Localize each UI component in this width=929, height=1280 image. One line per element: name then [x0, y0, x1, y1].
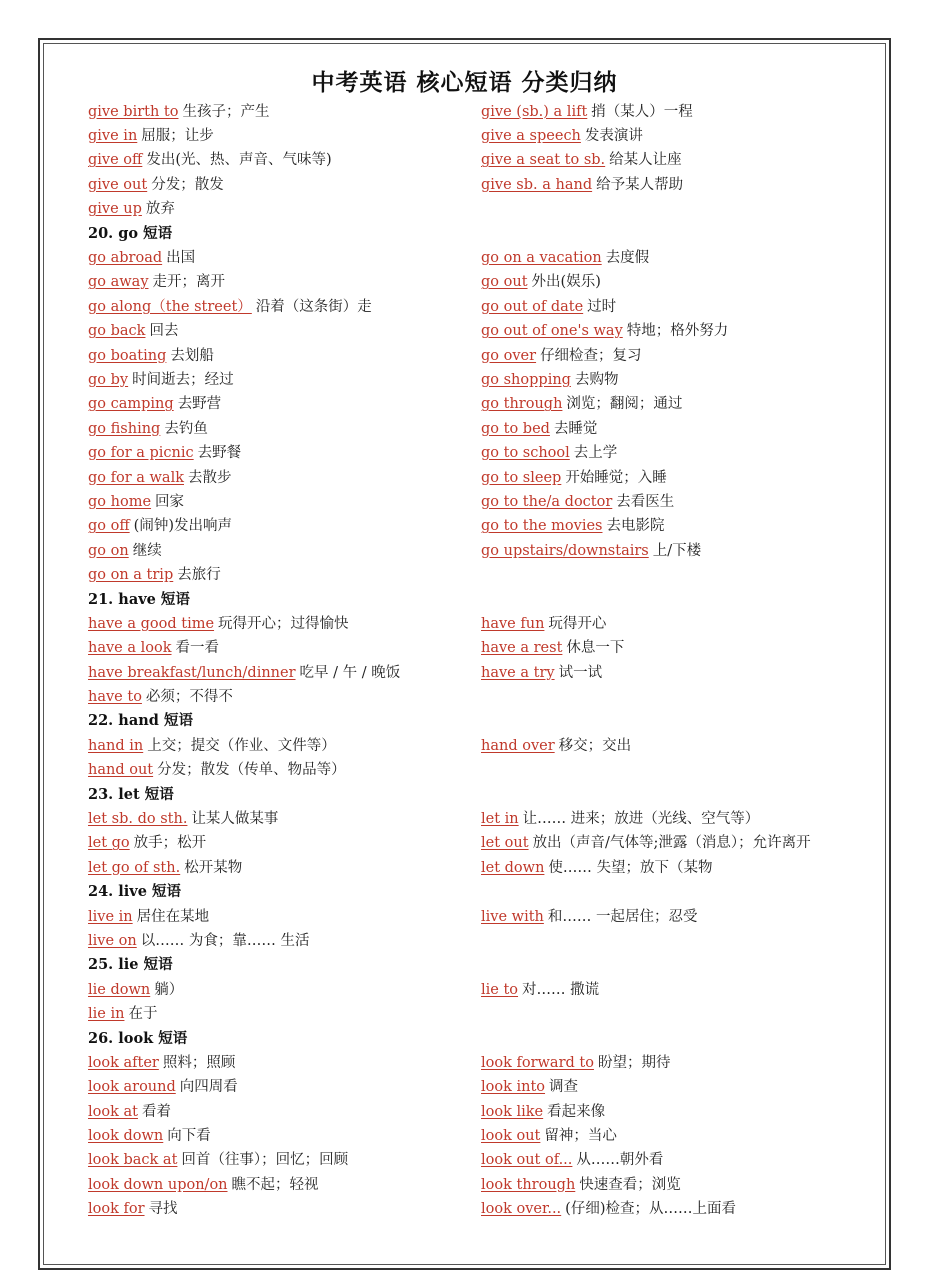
phrase-meaning: 调查 [549, 1079, 579, 1096]
phrase-text: look like [481, 1103, 544, 1120]
phrase-meaning: 向下看 [167, 1128, 211, 1145]
phrase-text: go for a picnic [88, 445, 194, 462]
phrase-entry-left [88, 856, 481, 877]
phrase-meaning: 对…… 撒谎 [522, 981, 600, 998]
phrase-text: give a seat to sb. [481, 152, 606, 169]
phrase-entry-left [88, 1197, 481, 1218]
phrase-text: have to [88, 689, 142, 706]
section-heading: 22. hand 短语 [88, 712, 193, 730]
phrase-meaning: 向四周看 [179, 1079, 238, 1096]
phrase-row [88, 171, 848, 195]
phrase-row [88, 464, 848, 488]
phrase-meaning: 屈服；让步 [141, 128, 214, 145]
phrase-entry-right [481, 1124, 848, 1145]
phrase-text: go fishing [88, 420, 161, 437]
phrase-text: hand over [481, 737, 555, 754]
phrase-meaning: 留神；当心 [544, 1128, 617, 1145]
phrase-meaning: 继续 [132, 542, 162, 559]
phrase-entry-right [481, 856, 848, 877]
phrase-meaning: 走开；离开 [152, 274, 226, 291]
phrase-meaning: 以…… 为食；靠…… 生活 [140, 932, 310, 949]
phrase-text: have a good time [88, 615, 215, 632]
phrase-meaning: 玩得开心 [548, 615, 607, 632]
phrase-meaning: 玩得开心；过得愉快 [218, 615, 349, 632]
phrase-meaning: 给予某人帮助 [596, 176, 684, 193]
phrase-text: have a rest [481, 640, 563, 657]
phrase-meaning: 外出(娱乐) [531, 274, 601, 291]
phrase-text: go off [88, 518, 130, 535]
phrase-text: lie down [88, 981, 151, 998]
phrase-entry-left [88, 466, 481, 487]
phrase-meaning: 让…… 进来；放进（光线、空气等） [522, 811, 760, 828]
phrase-entry-left [88, 392, 481, 413]
phrase-text: go over [481, 347, 537, 364]
phrase-row [88, 244, 848, 268]
phrase-meaning: 特地；格外努力 [626, 323, 729, 340]
phrase-row [88, 122, 848, 146]
phrase-entry-left [88, 246, 481, 267]
phrase-meaning: 使…… 失望；放下（某物 [548, 859, 713, 876]
phrase-row [88, 1000, 848, 1024]
phrase-meaning: 去划船 [170, 347, 214, 364]
section-heading: 21. have 短语 [88, 590, 190, 608]
phrase-entry-left [88, 490, 481, 511]
phrase-entry-left [88, 636, 481, 657]
phrase-entry-left [88, 563, 481, 584]
phrase-text: have breakfast/lunch/dinner [88, 664, 296, 681]
phrase-meaning: 沿着（这条街）走 [255, 298, 372, 315]
phrase-row [88, 757, 848, 781]
phrase-meaning: 躺） [154, 981, 184, 998]
section-heading: 24. live 短语 [88, 883, 181, 901]
phrase-entry-right [481, 1075, 848, 1096]
phrase-row [88, 610, 848, 634]
phrase-text: go out of date [481, 298, 584, 315]
phrase-entry-right [481, 978, 848, 999]
phrase-entry-left [88, 344, 481, 365]
phrase-meaning: 去看医生 [616, 493, 675, 510]
phrase-row [88, 488, 848, 512]
phrase-text: hand out [88, 762, 154, 779]
phrase-text: go to school [481, 445, 570, 462]
phrase-row [88, 1196, 848, 1220]
phrase-text: live with [481, 908, 544, 925]
section-heading: 25. lie 短语 [88, 956, 173, 974]
phrase-text: go home [88, 493, 152, 510]
section-heading: 20. go 短语 [88, 224, 173, 242]
phrase-row [88, 342, 848, 366]
phrase-entry-right [481, 1051, 848, 1072]
section-heading-row [88, 220, 848, 244]
phrase-entry-right [481, 319, 848, 340]
phrase-text: give out [88, 176, 148, 193]
phrase-text: go for a walk [88, 469, 184, 486]
phrase-text: live on [88, 932, 137, 949]
phrase-text: lie to [481, 981, 519, 998]
phrase-text: hand in [88, 737, 144, 754]
phrase-text: go to the/a doctor [481, 493, 613, 510]
phrase-text: look back at [88, 1152, 178, 1169]
phrase-text: live in [88, 908, 133, 925]
phrase-meaning: 回去 [149, 323, 179, 340]
phrase-text: look out of... [481, 1152, 573, 1169]
phrase-entry-right [481, 100, 848, 121]
phrase-entry-left [88, 1124, 481, 1145]
phrase-entry-left [88, 1002, 481, 1023]
phrase-text: look for [88, 1201, 145, 1218]
phrase-meaning: 在于 [128, 1006, 158, 1023]
phrase-entry-right [481, 612, 848, 633]
phrase-entry-left [88, 539, 481, 560]
phrase-text: let go [88, 835, 130, 852]
phrase-text: go camping [88, 396, 174, 413]
phrase-text: go by [88, 371, 129, 388]
phrase-text: go to sleep [481, 469, 562, 486]
phrase-meaning: 去上学 [573, 445, 618, 462]
phrase-entry-right [481, 466, 848, 487]
phrase-row [88, 1122, 848, 1146]
phrase-row [88, 439, 848, 463]
phrase-meaning: 回首（往事）；回忆；回顾 [181, 1152, 349, 1169]
phrase-entry-right [481, 1173, 848, 1194]
phrase-row [88, 537, 848, 561]
phrase-text: look forward to [481, 1054, 594, 1071]
phrase-meaning: 和…… 一起居住；忍受 [547, 908, 698, 925]
phrase-entry-right [481, 441, 848, 462]
phrase-entry-right [481, 295, 848, 316]
phrase-meaning: 去散步 [188, 469, 232, 486]
phrase-entry-right [481, 270, 848, 291]
phrase-meaning: 居住在某地 [136, 908, 210, 925]
phrase-text: give off [88, 152, 143, 169]
phrase-entry-left [88, 514, 481, 535]
phrase-row [88, 1098, 848, 1122]
phrase-row [88, 98, 848, 122]
phrase-text: look through [481, 1176, 576, 1193]
phrase-row [88, 561, 848, 585]
phrase-row [88, 659, 848, 683]
phrase-meaning: (仔细)检查；从……上面看 [565, 1201, 736, 1218]
phrase-entry-left [88, 148, 481, 169]
phrase-meaning: 开始睡觉；入睡 [565, 469, 667, 486]
phrase-entry-left [88, 807, 481, 828]
phrase-entry-left [88, 197, 481, 218]
phrase-entry-right [481, 1148, 848, 1169]
phrase-text: let sb. do sth. [88, 811, 188, 828]
phrase-meaning: 试一试 [558, 664, 603, 681]
phrase-meaning: 看一看 [175, 640, 220, 657]
section-heading: 23. let 短语 [88, 785, 174, 803]
phrase-meaning: 去旅行 [177, 567, 221, 584]
phrase-entry-left [88, 417, 481, 438]
phrase-meaning: 去购物 [574, 371, 619, 388]
phrase-entry-right [481, 514, 848, 535]
phrase-text: give a speech [481, 128, 581, 145]
phrase-text: lie in [88, 1006, 125, 1023]
phrase-entry-right [481, 246, 848, 267]
section-heading-row [88, 879, 848, 903]
phrase-text: look out [481, 1128, 541, 1145]
section-heading-row [88, 708, 848, 732]
phrase-row [88, 976, 848, 1000]
phrase-entry-right [481, 392, 848, 413]
phrase-text: let out [481, 835, 529, 852]
phrase-meaning: 瞧不起；轻视 [231, 1176, 319, 1193]
phrase-entry-left [88, 978, 481, 999]
phrase-row [88, 293, 848, 317]
phrase-meaning: 捎（某人）一程 [591, 103, 693, 120]
phrase-text: go to the movies [481, 518, 603, 535]
section-heading-row [88, 586, 848, 610]
phrase-text: go on [88, 542, 129, 559]
phrase-row [88, 732, 848, 756]
phrase-row [88, 683, 848, 707]
phrase-meaning: 去电影院 [606, 518, 665, 535]
phrase-text: go through [481, 396, 563, 413]
phrase-entry-left [88, 661, 481, 682]
phrase-text: look over... [481, 1201, 562, 1218]
phrase-text: give (sb.) a lift [481, 103, 588, 120]
phrase-row [88, 366, 848, 390]
phrase-text: give sb. a hand [481, 176, 593, 193]
phrase-row [88, 391, 848, 415]
phrase-meaning: 去睡觉 [553, 420, 598, 437]
phrase-text: go along（the street） [88, 298, 252, 315]
phrase-text: let down [481, 859, 545, 876]
phrase-entry-left [88, 734, 481, 755]
phrase-entry-right [481, 661, 848, 682]
phrase-text: let in [481, 811, 519, 828]
phrase-entry-left [88, 173, 481, 194]
phrase-entry-right [481, 807, 848, 828]
phrase-meaning: 给某人让座 [609, 152, 682, 169]
phrase-entry-left [88, 100, 481, 121]
phrase-text: give in [88, 128, 138, 145]
phrase-meaning: 出国 [166, 250, 196, 267]
phrase-meaning: 照料；照顾 [162, 1054, 236, 1071]
phrase-row [88, 415, 848, 439]
phrase-entry-left [88, 124, 481, 145]
phrase-meaning: 寻找 [148, 1201, 178, 1218]
phrase-meaning: 放弃 [145, 201, 175, 218]
phrase-meaning: 让某人做某事 [191, 811, 279, 828]
phrase-meaning: 仔细检查；复习 [540, 347, 642, 364]
phrase-entry-left [88, 1075, 481, 1096]
phrase-entry-left [88, 905, 481, 926]
phrase-entry-left [88, 1173, 481, 1194]
phrase-meaning: 过时 [587, 298, 617, 315]
phrase-row [88, 1049, 848, 1073]
phrase-meaning: 上交；提交（作业、文件等） [147, 737, 336, 754]
phrase-text: look at [88, 1103, 138, 1120]
phrase-text: let go of sth. [88, 859, 181, 876]
phrase-row [88, 318, 848, 342]
phrase-meaning: 从……朝外看 [576, 1152, 664, 1169]
phrase-entry-right [481, 124, 848, 145]
phrase-meaning: 放手；松开 [133, 835, 207, 852]
phrase-text: go out of one's way [481, 323, 623, 340]
phrase-text: give birth to [88, 103, 179, 120]
phrase-meaning: 分发；散发 [151, 176, 224, 193]
phrase-meaning: 发表演讲 [584, 128, 643, 145]
phrase-row [88, 805, 848, 829]
phrase-entry-right [481, 148, 848, 169]
phrase-meaning: 看起来像 [547, 1103, 606, 1120]
phrase-meaning: 分发；散发（传单、物品等） [157, 762, 346, 779]
phrase-entry-left [88, 929, 481, 950]
phrase-entry-right [481, 539, 848, 560]
phrase-entry-right [481, 831, 848, 852]
phrase-text: give up [88, 201, 142, 218]
phrase-text: look around [88, 1079, 176, 1096]
phrase-text: go to bed [481, 420, 550, 437]
section-heading-row [88, 781, 848, 805]
phrase-entry-right [481, 1197, 848, 1218]
phrase-row [88, 1074, 848, 1098]
phrase-row [88, 830, 848, 854]
phrase-meaning: 松开某物 [184, 859, 243, 876]
phrase-meaning: 必须；不得不 [145, 689, 233, 706]
phrase-meaning: 去野营 [177, 396, 222, 413]
phrase-text: go away [88, 274, 149, 291]
phrase-list [88, 98, 848, 1220]
phrase-entry-right [481, 344, 848, 365]
phrase-meaning: 看着 [141, 1103, 171, 1120]
phrase-row [88, 927, 848, 951]
phrase-row [88, 854, 848, 878]
phrase-text: look into [481, 1079, 546, 1096]
phrase-entry-left [88, 612, 481, 633]
phrase-meaning: 浏览；翻阅；通过 [566, 396, 683, 413]
section-heading-row [88, 952, 848, 976]
phrase-meaning: 发出(光、热、声音、气味等) [146, 152, 332, 169]
phrase-row [88, 196, 848, 220]
phrase-meaning: 快速查看；浏览 [579, 1176, 681, 1193]
phrase-entry-right [481, 417, 848, 438]
phrase-entry-right [481, 636, 848, 657]
phrase-row [88, 1171, 848, 1195]
phrase-text: look down [88, 1128, 164, 1145]
phrase-meaning: 盼望；期待 [597, 1054, 671, 1071]
phrase-meaning: 上/下楼 [652, 542, 702, 559]
phrase-text: go shopping [481, 371, 571, 388]
phrase-text: go out [481, 274, 528, 291]
phrase-entry-left [88, 270, 481, 291]
phrase-text: go boating [88, 347, 167, 364]
page-title: 中考英语 核心短语 分类归纳 [311, 70, 618, 96]
phrase-entry-left [88, 685, 481, 706]
phrase-meaning: 去度假 [605, 250, 650, 267]
phrase-entry-left [88, 1148, 481, 1169]
phrase-row [88, 513, 848, 537]
phrase-entry-left [88, 758, 481, 779]
phrase-entry-left [88, 1100, 481, 1121]
phrase-text: go on a trip [88, 567, 174, 584]
phrase-meaning: 去钓鱼 [164, 420, 208, 437]
phrase-meaning: 回家 [155, 493, 185, 510]
phrase-text: go back [88, 323, 146, 340]
phrase-meaning: 生孩子；产生 [182, 103, 270, 120]
phrase-meaning: 移交；交出 [558, 737, 632, 754]
phrase-text: go abroad [88, 250, 163, 267]
phrase-text: look down upon/on [88, 1176, 228, 1193]
phrase-meaning: 放出（声音/气体等;泄露（消息）；允许离开 [532, 835, 811, 852]
phrase-entry-left [88, 1051, 481, 1072]
phrase-entry-right [481, 734, 848, 755]
phrase-meaning: 休息一下 [566, 640, 625, 657]
phrase-row [88, 903, 848, 927]
phrase-entry-right [481, 368, 848, 389]
phrase-entry-left [88, 368, 481, 389]
phrase-entry-left [88, 295, 481, 316]
phrase-text: go upstairs/downstairs [481, 542, 649, 559]
phrase-text: go on a vacation [481, 250, 602, 267]
phrase-text: have a look [88, 640, 172, 657]
phrase-meaning: (闹钟)发出响声 [133, 518, 232, 535]
phrase-text: look after [88, 1054, 159, 1071]
phrase-text: have a try [481, 664, 555, 681]
phrase-entry-right [481, 173, 848, 194]
phrase-meaning: 去野餐 [197, 445, 242, 462]
section-heading-row [88, 1025, 848, 1049]
phrase-entry-left [88, 831, 481, 852]
phrase-entry-left [88, 441, 481, 462]
phrase-row [88, 269, 848, 293]
phrase-meaning: 时间逝去；经过 [132, 371, 234, 388]
phrase-row [88, 635, 848, 659]
phrase-entry-left [88, 319, 481, 340]
phrase-meaning: 吃早 / 午 / 晚饭 [299, 664, 401, 681]
phrase-entry-right [481, 905, 848, 926]
phrase-row [88, 147, 848, 171]
section-heading: 26. look 短语 [88, 1029, 188, 1047]
phrase-row [88, 1147, 848, 1171]
phrase-entry-right [481, 490, 848, 511]
phrase-text: have fun [481, 615, 545, 632]
phrase-entry-right [481, 1100, 848, 1121]
